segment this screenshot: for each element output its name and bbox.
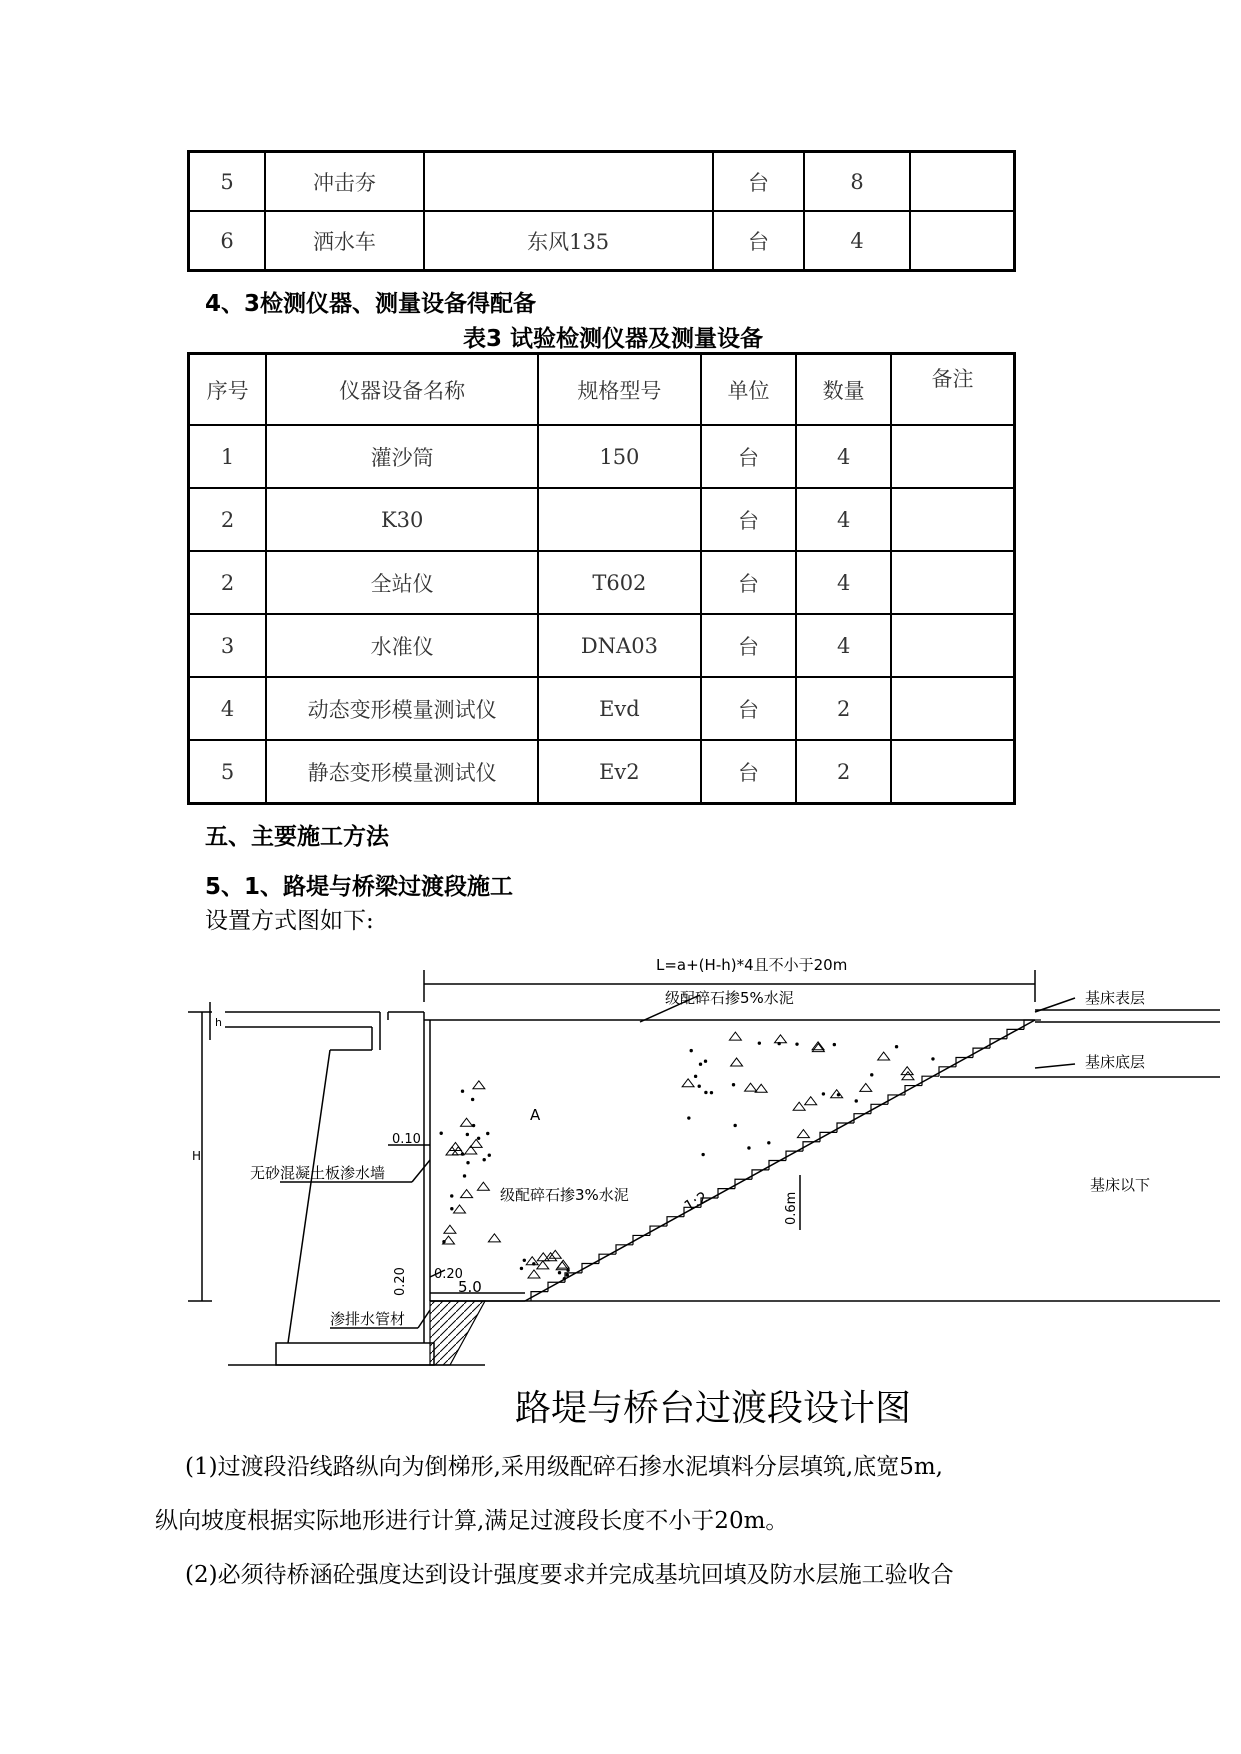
- table-cell: T602: [538, 551, 701, 614]
- aggregate-dot: [558, 1271, 560, 1273]
- aggregate-triangle: [549, 1250, 561, 1258]
- table-cell: [910, 152, 1015, 212]
- table-cell: 台: [713, 211, 805, 271]
- aggregate-dot: [466, 1133, 468, 1135]
- table-cell: 5: [189, 740, 267, 804]
- aggregate-dot: [688, 1117, 690, 1119]
- table-cell: 洒水车: [265, 211, 423, 271]
- h-label: h: [215, 1016, 222, 1029]
- table-row: [189, 152, 1015, 212]
- aggregate-dot: [472, 1124, 474, 1126]
- section-heading-5-1: 5、1、路堤与桥梁过渡段施工: [205, 874, 514, 900]
- aggregate-dot: [710, 1091, 712, 1093]
- header-cell: 备注: [891, 354, 1015, 426]
- table-cell: 全站仪: [266, 551, 538, 614]
- table-cell: [910, 211, 1015, 271]
- table-cell: DNA03: [538, 614, 701, 677]
- aggregate-dot: [932, 1058, 934, 1060]
- table-cell: 台: [701, 551, 797, 614]
- table-cell: 灌沙筒: [266, 425, 538, 488]
- aggregate-dot: [690, 1049, 692, 1051]
- pipe-label: 渗排水管材: [330, 1310, 406, 1328]
- base-width-label: 5.0: [458, 1278, 482, 1296]
- step-height-label: 0.6m: [784, 1191, 799, 1225]
- aggregate-triangle: [729, 1032, 741, 1040]
- transition-section-diagram: [0, 930, 1241, 1429]
- table-cell: 台: [701, 425, 797, 488]
- table-cell: 静态变形模量测试仪: [266, 740, 538, 804]
- table-cell: 台: [713, 152, 805, 212]
- aggregate-triangle: [682, 1079, 694, 1087]
- table-row: [189, 740, 1015, 804]
- table-header-row: [189, 354, 1015, 426]
- aggregate-dot: [487, 1132, 489, 1134]
- layer-below-label: 基床以下: [1090, 1176, 1151, 1194]
- header-cell: 序号: [189, 354, 267, 426]
- slope-steps: [531, 1020, 1041, 1301]
- table-cell: 台: [701, 614, 797, 677]
- top-fill-label: 级配碎石掺5%水泥: [665, 989, 794, 1007]
- table-cell: [891, 614, 1015, 677]
- length-dimension-label: L=a+(H-h)*4且不小于20m: [656, 956, 848, 974]
- table-cell: 4: [796, 614, 891, 677]
- aggregate-dot: [895, 1046, 897, 1048]
- figure-title: 路堤与桥台过渡段设计图: [515, 1388, 912, 1429]
- aggregate-triangle: [878, 1052, 890, 1060]
- aggregate-triangle: [797, 1130, 809, 1138]
- aggregate-dot: [833, 1043, 835, 1045]
- header-cell: 单位: [701, 354, 797, 426]
- aggregate-dot: [523, 1259, 525, 1261]
- aggregate-dot: [467, 1162, 469, 1164]
- wall-label: 无砂混凝土板渗水墙: [250, 1164, 386, 1182]
- aggregate-dot: [567, 1269, 569, 1271]
- aggregate-dot: [463, 1175, 465, 1177]
- table-cell: 3: [189, 614, 267, 677]
- aggregate-dot: [471, 1098, 473, 1100]
- table-row: [189, 488, 1015, 551]
- header-cell: 规格型号: [538, 354, 701, 426]
- table-cell: 6: [189, 211, 266, 271]
- aggregate-dot: [768, 1142, 770, 1144]
- paragraph-2-line-1: (2)必须待桥涵砼强度达到设计强度要求并完成基坑回填及防水层施工验收合: [185, 1562, 954, 1588]
- table-cell: 动态变形模量测试仪: [266, 677, 538, 740]
- table-cell: 4: [804, 211, 910, 271]
- aggregate-dot: [734, 1124, 736, 1126]
- dimension-020: 0.20: [434, 1267, 463, 1282]
- instrument-table: [187, 352, 1016, 805]
- aggregate-dot: [451, 1195, 453, 1197]
- zone-A-label: A: [530, 1106, 541, 1124]
- aggregate-triangle: [488, 1234, 500, 1242]
- table-cell: 冲击夯: [265, 152, 423, 212]
- equipment-table-continued: [187, 150, 1016, 272]
- aggregate-triangle: [860, 1083, 872, 1091]
- table-cell: 5: [189, 152, 266, 212]
- aggregate-dot: [563, 1277, 565, 1279]
- fill-label: 级配碎石掺3%水泥: [500, 1186, 629, 1204]
- table-cell: [891, 488, 1015, 551]
- aggregate-dot: [855, 1100, 857, 1102]
- aggregate-dot: [483, 1159, 485, 1161]
- table-row: [189, 677, 1015, 740]
- H-label: H: [192, 1149, 202, 1163]
- aggregate-triangle: [473, 1081, 485, 1089]
- paragraph-1-line-1: (1)过渡段沿线路纵向为倒梯形,采用级配碎石掺水泥填料分层填筑,底宽5m,: [185, 1454, 943, 1480]
- aggregate-triangle: [831, 1090, 843, 1098]
- aggregate-dot: [871, 1074, 873, 1076]
- aggregate-dot: [443, 1241, 445, 1243]
- aggregate-dot: [758, 1042, 760, 1044]
- drainage-hatch: [430, 1301, 485, 1365]
- table-cell: 4: [189, 677, 267, 740]
- aggregate-triangle: [745, 1083, 757, 1091]
- table-cell: Evd: [538, 677, 701, 740]
- table-row: [189, 551, 1015, 614]
- aggregate-dot: [477, 1137, 479, 1139]
- table-cell: 台: [701, 488, 797, 551]
- aggregate-marks: [440, 1032, 934, 1280]
- aggregate-dot: [796, 1043, 798, 1045]
- table-row: [189, 211, 1015, 271]
- paragraph-1-line-2: 纵向坡度根据实际地形进行计算,满足过渡段长度不小于20m。: [155, 1508, 789, 1534]
- header-cell: 仪器设备名称: [266, 354, 538, 426]
- section-heading-5: 五、主要施工方法: [205, 824, 389, 850]
- aggregate-dot: [702, 1153, 704, 1155]
- aggregate-triangle: [461, 1190, 473, 1198]
- aggregate-dot: [698, 1085, 700, 1087]
- table-cell: 台: [701, 740, 797, 804]
- aggregate-triangle: [528, 1270, 540, 1278]
- slope-ratio-label: 1:2: [681, 1187, 711, 1216]
- aggregate-dot: [451, 1208, 453, 1210]
- section-heading-4-3: 4、3检测仪器、测量设备得配备: [205, 291, 537, 317]
- aggregate-dot: [699, 1063, 701, 1065]
- aggregate-triangle: [444, 1225, 456, 1233]
- aggregate-triangle: [774, 1035, 786, 1043]
- aggregate-dot: [566, 1274, 568, 1276]
- table-cell: 1: [189, 425, 267, 488]
- table-cell: [424, 152, 713, 212]
- table-cell: [891, 425, 1015, 488]
- setup-text: 设置方式图如下:: [205, 908, 374, 934]
- table-cell: 2: [189, 488, 267, 551]
- aggregate-dot: [748, 1147, 750, 1149]
- table-cell: 2: [796, 740, 891, 804]
- header-cell: 数量: [796, 354, 891, 426]
- aggregate-triangle: [461, 1118, 473, 1126]
- table-row: [189, 425, 1015, 488]
- table-cell: 8: [804, 152, 910, 212]
- aggregate-dot: [461, 1090, 463, 1092]
- table-cell: 4: [796, 551, 891, 614]
- layer-top-label: 基床表层: [1085, 989, 1146, 1007]
- aggregate-dot: [705, 1091, 707, 1093]
- aggregate-dot: [778, 1042, 780, 1044]
- table-cell: 150: [538, 425, 701, 488]
- dimension-020-vertical: 0.20: [393, 1267, 408, 1296]
- table-cell: Ev2: [538, 740, 701, 804]
- aggregate-dot: [520, 1267, 522, 1269]
- aggregate-triangle: [477, 1182, 489, 1190]
- table-cell: 水准仪: [266, 614, 538, 677]
- table-cell: [891, 740, 1015, 804]
- table-cell: K30: [266, 488, 538, 551]
- aggregate-dot: [732, 1084, 734, 1086]
- table-row: [189, 614, 1015, 677]
- table-cell: 台: [701, 677, 797, 740]
- aggregate-triangle: [557, 1260, 569, 1268]
- layer-bottom-label: 基床底层: [1085, 1053, 1146, 1071]
- table-cell: 4: [796, 425, 891, 488]
- aggregate-triangle: [470, 1139, 482, 1147]
- table-cell: 东风135: [424, 211, 713, 271]
- aggregate-dot: [704, 1060, 706, 1062]
- aggregate-dot: [694, 1075, 696, 1077]
- aggregate-dot: [461, 1153, 463, 1155]
- aggregate-dot: [822, 1093, 824, 1095]
- table-cell: [891, 551, 1015, 614]
- table-cell: 4: [796, 488, 891, 551]
- table-caption: 表3 试验检测仪器及测量设备: [463, 326, 764, 352]
- table-cell: [538, 488, 701, 551]
- aggregate-triangle: [454, 1205, 466, 1213]
- table-cell: [891, 677, 1015, 740]
- table-cell: 2: [796, 677, 891, 740]
- aggregate-dot: [440, 1132, 442, 1134]
- aggregate-dot: [488, 1154, 490, 1156]
- dimension-010: 0.10: [392, 1132, 421, 1147]
- aggregate-triangle: [793, 1102, 805, 1110]
- table-cell: 2: [189, 551, 267, 614]
- aggregate-triangle: [805, 1097, 817, 1105]
- aggregate-triangle: [731, 1058, 743, 1066]
